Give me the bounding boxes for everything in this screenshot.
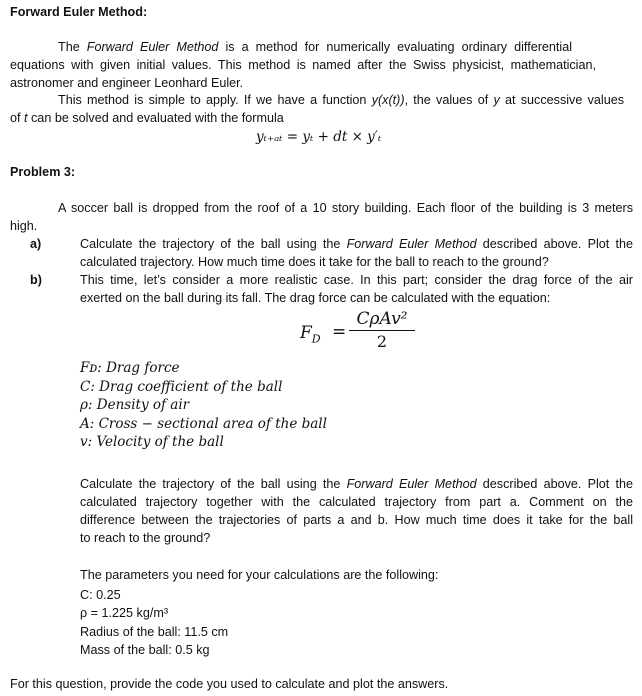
part-a-label: a) xyxy=(30,237,42,251)
part-b-label: b) xyxy=(30,273,42,287)
part-a-line-2: calculated trajectory. How much time does it take for the ball to reach to the ground? xyxy=(80,255,549,269)
definition-item: C: Drag coefficient of the ball xyxy=(80,378,283,395)
intro-paragraph-2-line-1: This method is simple to apply. If we have a function y(x(t)), the values of y at successive values xyxy=(58,93,625,107)
intro-paragraph-1-line-1: The Forward Euler Method is a method for numerically evaluating ordinary differential xyxy=(58,40,573,54)
euler-formula: yₜ₊ₐₜ = yₜ + dt × y′ₜ xyxy=(256,129,382,145)
drag-equation-numerator: CρAv² xyxy=(356,309,408,329)
parameters-intro: The parameters you need for your calculations are the following: xyxy=(80,568,439,582)
footer-instruction: For this question, provide the code you used to calculate and plot the answers. xyxy=(10,677,449,691)
intro-paragraph-1-line-3: astronomer and engineer Leonhard Euler. xyxy=(10,76,244,90)
parameter-item: ρ = 1.225 kg/m³ xyxy=(80,606,169,621)
part-a-line-1: Calculate the trajectory of the ball using the Forward Euler Method described above. Plot the xyxy=(80,237,633,251)
parameter-item: Radius of the ball: 11.5 cm xyxy=(80,624,229,639)
definition-item: A: Cross − sectional area of the ball xyxy=(80,415,327,432)
definition-item: v: Velocity of the ball xyxy=(80,434,224,450)
problem-statement-line-1: A soccer ball is dropped from the roof of a 10 story building. Each floor of the building is 3 meters xyxy=(58,201,633,215)
drag-equation-equals: = xyxy=(332,322,347,342)
intro-paragraph-1-line-2: equations with given initial values. This method is named after the Swiss physicist, mathematician, xyxy=(10,58,596,72)
part-b-task-line-2: calculated trajectory together with the calculated trajectory from part a. Comment on the xyxy=(80,495,633,509)
parameter-item: Mass of the ball: 0.5 kg xyxy=(80,642,210,657)
problem-title: Problem 3: xyxy=(10,165,76,179)
definition-item: ρ: Density of air xyxy=(80,397,190,413)
parameter-list xyxy=(80,586,228,659)
section-heading: Forward Euler Method: xyxy=(10,5,148,19)
variable-definitions xyxy=(80,359,327,452)
part-b-task-line-1: Calculate the trajectory of the ball using the Forward Euler Method described above. Plot the xyxy=(80,477,633,491)
part-b-line-1: This time, let’s consider a more realistic case. In this part; consider the drag force of the air xyxy=(80,273,633,287)
drag-equation-fraction xyxy=(349,309,415,353)
part-b-line-2: exerted on the ball during its fall. The drag force can be calculated with the equation: xyxy=(80,291,551,305)
part-b-task-line-4: to reach to the ground? xyxy=(80,531,211,545)
problem-statement-line-2: high. xyxy=(10,219,38,233)
drag-equation-denominator: 2 xyxy=(376,332,388,351)
parameter-item: C: 0.25 xyxy=(80,588,121,602)
intro-paragraph-2-line-2: of t can be solved and evaluated with the formula xyxy=(10,111,284,125)
drag-equation-lhs: $F_D$ xyxy=(300,323,321,346)
definition-item: Fᴅ: Drag force xyxy=(80,360,180,376)
part-b-task-line-3: difference between the trajectories of parts a and b. How much time does it take for the ball xyxy=(80,513,633,527)
